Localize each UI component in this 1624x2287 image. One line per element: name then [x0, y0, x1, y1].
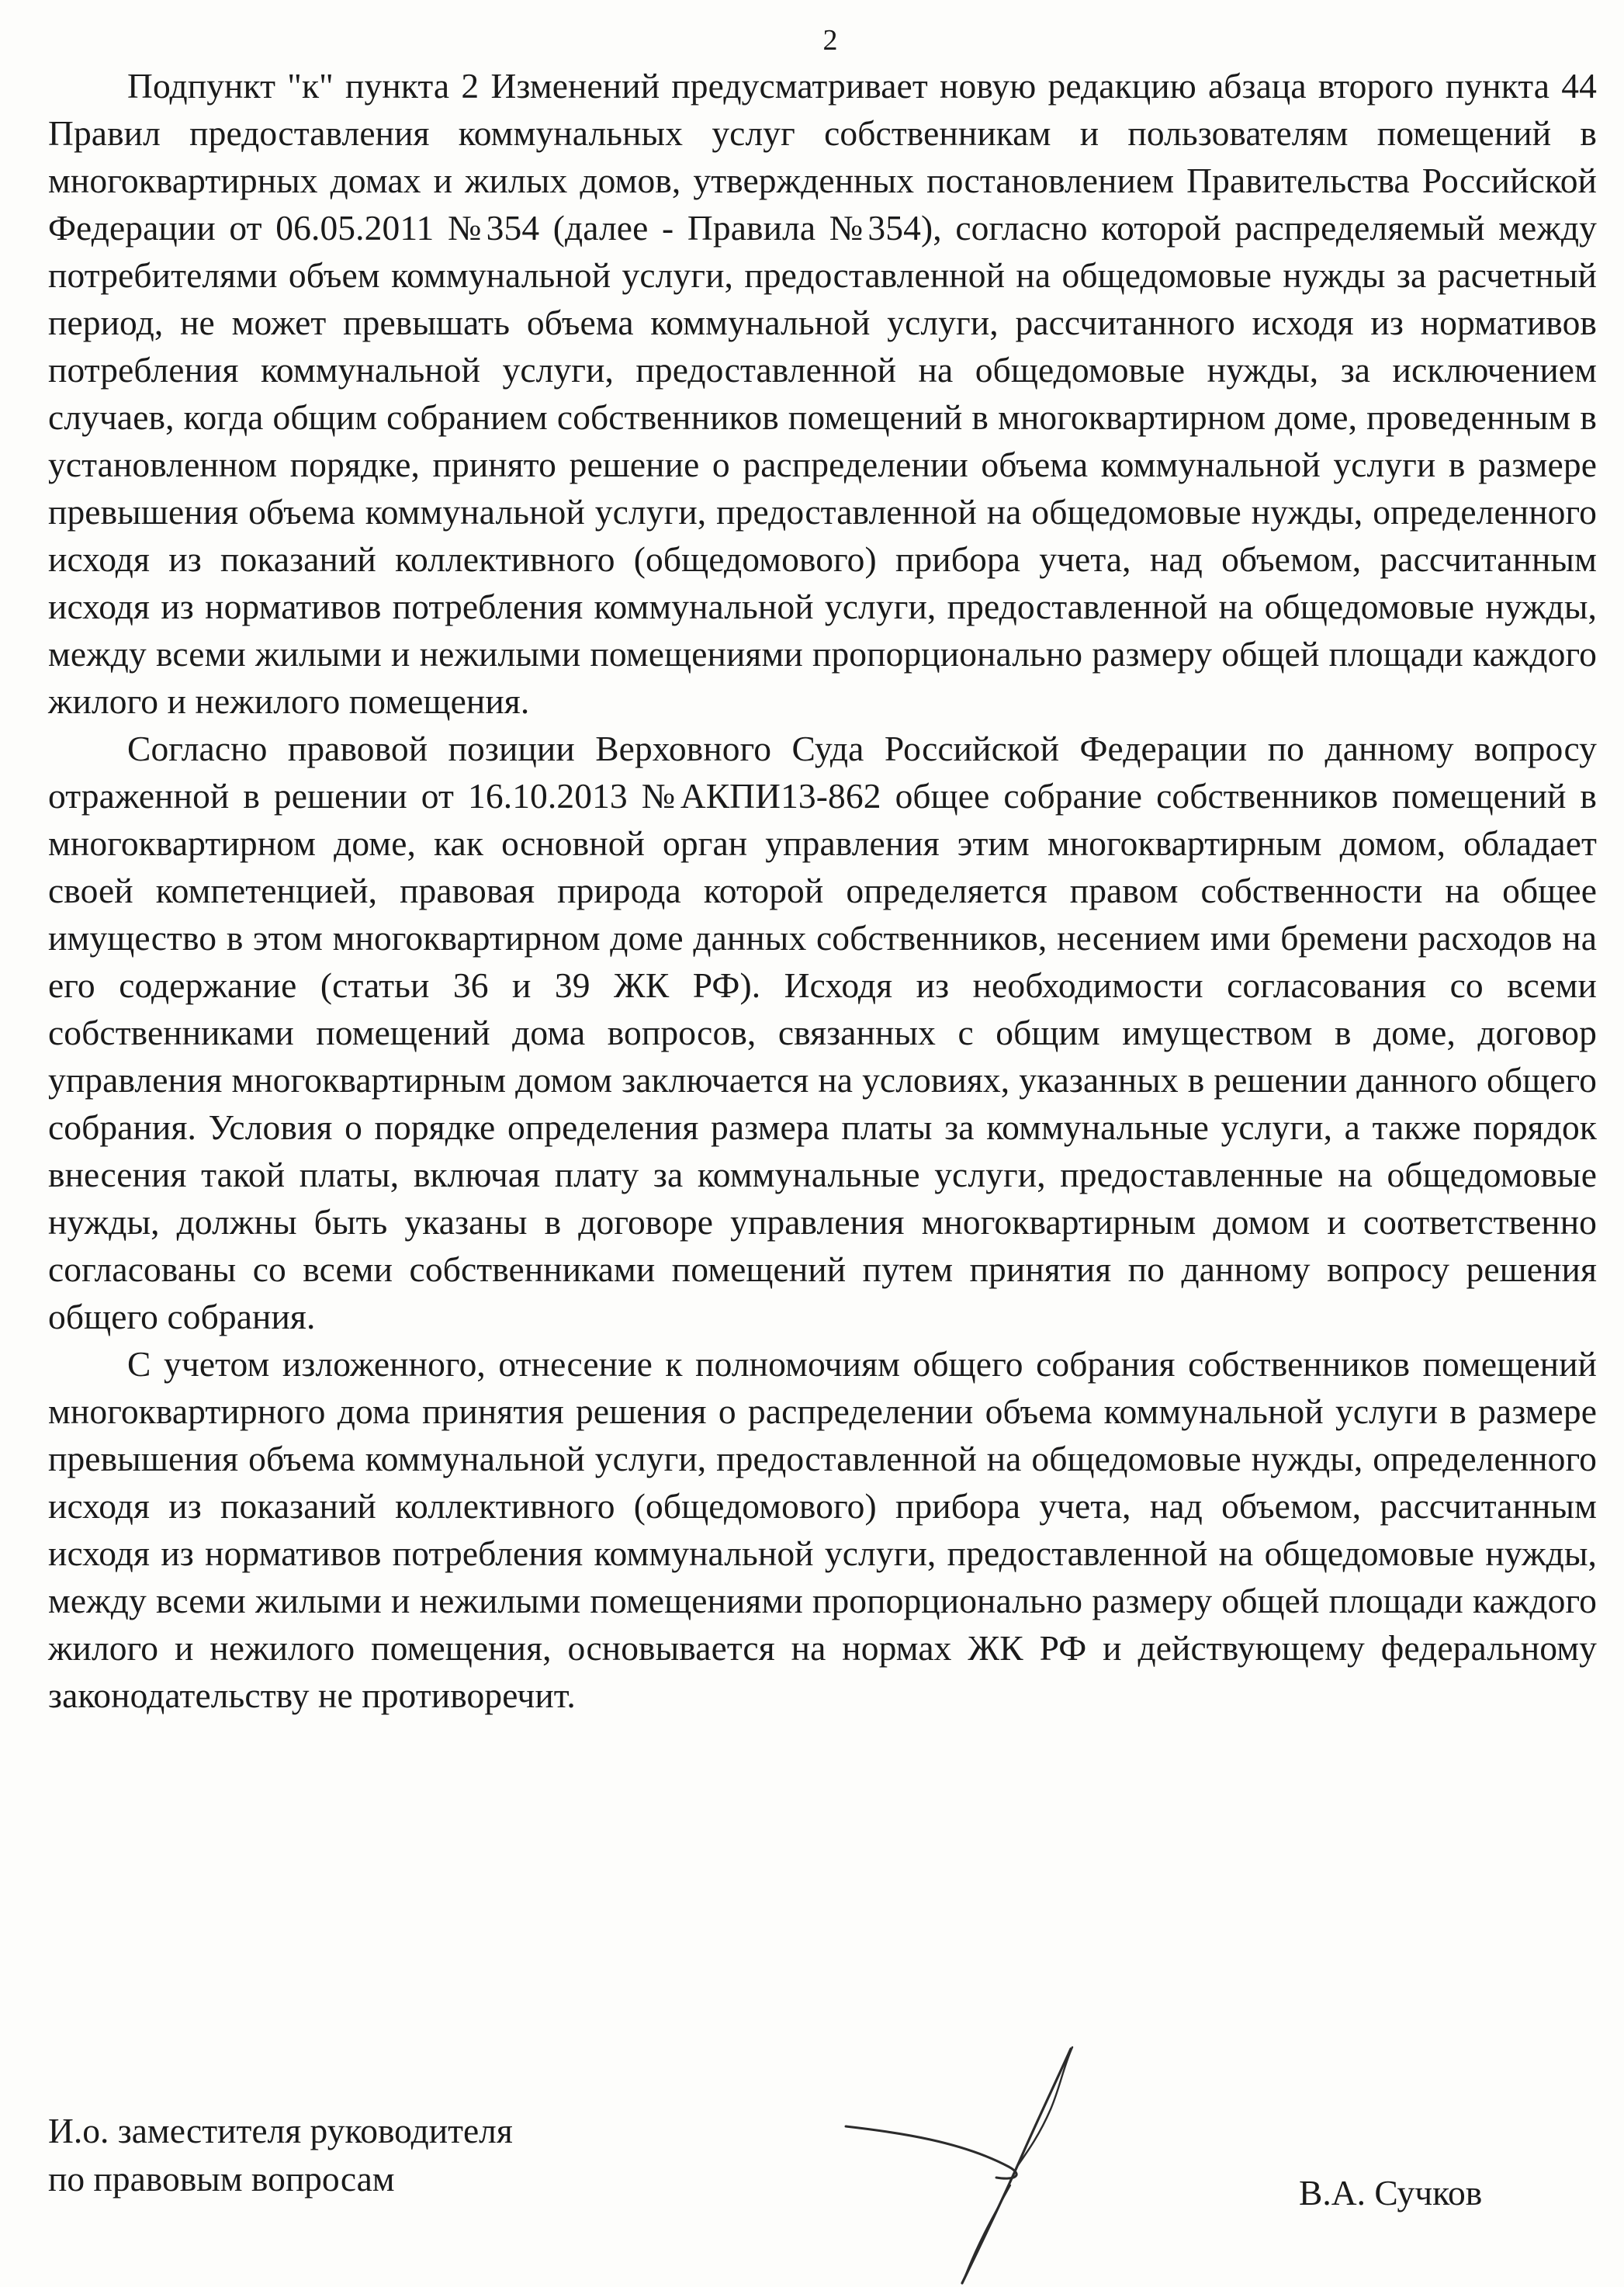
- signer-position: [48, 2107, 746, 2203]
- page-number: 2: [822, 24, 838, 57]
- paragraph-1: Подпункт "к" пункта 2 Изменений предусматривает новую редакцию абзаца второго пункта 44 Правил предоставления коммунальных услуг собственникам и пользователям помещений в многоквартирных домах и жилых домов, утвержденных постановлением Правительства Российской Федерации от 06.05.2011 №354 (далее - Правила №354), согласно которой распределяемый между потребителями объем коммунальной услуги, предоставленной на общедомовые нужды за расчетный период, не может превышать объема коммунальной услуги, рассчитанного исходя из нормативов потребления коммунальной услуги, предоставленной на общедомовые нужды, за исключением случаев, когда общим собранием собственников помещений в многоквартирном доме, проведенным в установленном порядке, принято решение о распределении объема коммунальной услуги в размере превышения объема коммунальной услуги, предоставленной на общедомовые нужды, определенного исходя из показаний коллективного (общедомового) прибора учета, над объемом, рассчитанным исходя из нормативов потребления коммунальной услуги, предоставленной на общедомовые нужды, между всеми жилыми и нежилыми помещениями пропорционально размеру общей площади каждого жилого и нежилого помещения.: [48, 66, 1597, 721]
- signer-name: В.А. Сучков: [1299, 2173, 1483, 2212]
- paragraph-2: Согласно правовой позиции Верховного Суда Российской Федерации по данному вопросу отраженной в решении от 16.10.2013 №АКПИ13-862 общее собрание собственников помещений в многоквартирном доме, как основной орган управления этим многоквартирным домом, обладает своей компетенцией, правовая природа которой определяется правом собственности на общее имущество в этом многоквартирном доме данных собственников, несением ими бремени расходов на его содержание (статьи 36 и 39 ЖК РФ). Исходя из необходимости согласования со всеми собственниками помещений дома вопросов, связанных с общим имуществом в доме, договор управления многоквартирным домом заключается на условиях, указанных в решении данного общего собрания. Условия о порядке определения размера платы за коммунальные услуги, а также порядок внесения такой платы, включая плату за коммунальные услуги, предоставленные на общедомовые нужды, должны быть указаны в договоре управления многоквартирным домом и соответственно согласованы со всеми собственниками помещений путем принятия по данному вопросу решения общего собрания.: [48, 729, 1597, 1336]
- signer-position-line-1: И.о. заместителя руководителя: [48, 2111, 513, 2150]
- signature-block: [48, 2107, 1597, 2262]
- signer-position-line-2: по правовым вопросам: [48, 2159, 395, 2199]
- paragraph-3: С учетом изложенного, отнесение к полномочиям общего собрания собственников помещений многоквартирного дома принятия решения о распределении объема коммунальной услуги в размере превышения объема коммунальной услуги, предоставленной на общедомовые нужды, определенного исходя из показаний коллективного (общедомового) прибора учета, над объемом, рассчитанным исходя из нормативов потребления коммунальной услуги, предоставленной на общедомовые нужды, между всеми жилыми и нежилыми помещениями пропорционально размеру общей площади каждого жилого и нежилого помещения, основывается на нормах ЖК РФ и действующему федеральному законодательству не противоречит.: [48, 1344, 1597, 1715]
- document-body: [48, 62, 1597, 1719]
